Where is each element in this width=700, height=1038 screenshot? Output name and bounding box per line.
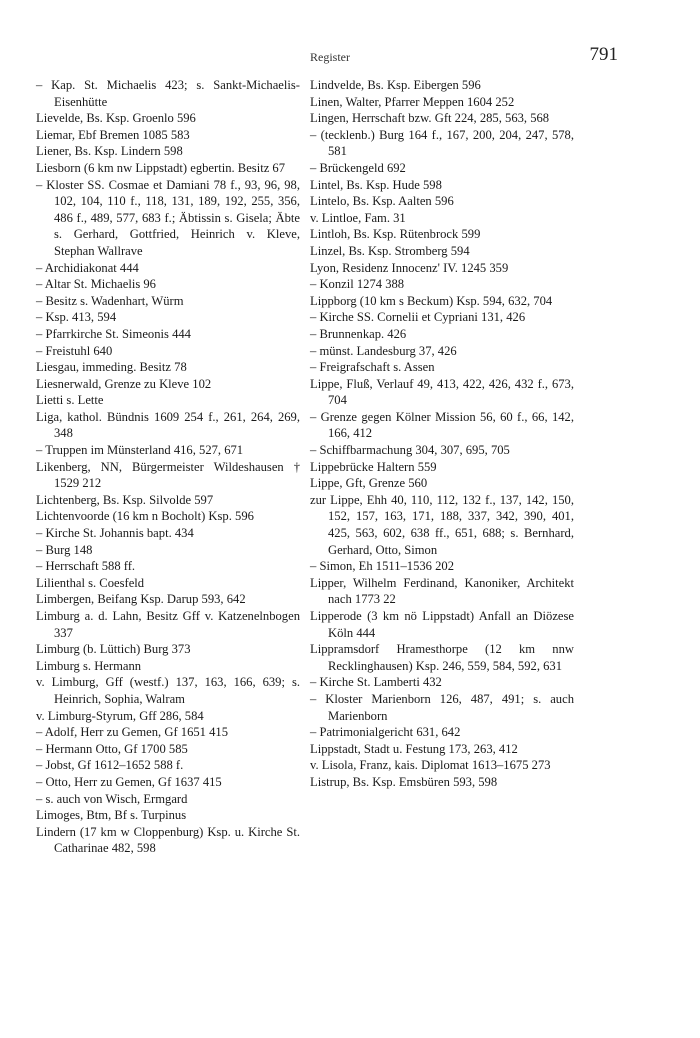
index-entry: Limburg (b. Lüttich) Burg 373 [36,642,191,657]
index-entry: – Freigrafschaft s. Assen [310,360,435,375]
index-entry: Lippe, Gft, Grenze 560 [310,476,428,491]
index-entry: Lintelo, Bs. Ksp. Aalten 596 [310,194,454,209]
index-entry: Lipperode (3 km nö Lippstadt) Anfall an Diözese Köln 444 [310,609,574,640]
index-entry: Liener, Bs. Ksp. Lindern 598 [36,144,183,159]
index-entry: – Grenze gegen Kölner Mission 56, 60 f., 66, 142, 166, 412 [310,409,574,441]
index-entry: Liga, kathol. Bündnis 1609 254 f., 261, 264, 269, 348 [36,409,300,441]
index-entry: Limoges, Btm, Bf s. Turpinus [36,808,187,823]
index-entry: Lipper, Wilhelm Ferdinand, Kanoniker, Architekt nach 1773 22 [310,575,574,607]
index-entry: – Otto, Herr zu Gemen, Gf 1637 415 [36,774,222,789]
running-title: Register [310,50,350,64]
index-entry: – Ksp. 413, 594 [36,310,117,325]
index-entry: Lindvelde, Bs. Ksp. Eibergen 596 [310,78,481,92]
index-entry: zur Lippe, Ehh 40, 110, 112, 132 f., 137, 142, 150, 152, 157, 163, 171, 188, 337, 342, 390, 401, 425, 563, 602, 638 ff., 651, 688; s. Bernhard, Gerhard, Otto, Simon [310,492,574,557]
index-entry: – Brückengeld 692 [310,160,406,175]
index-entry: – Kap. St. Michaelis 423; s. Sankt-Michaelis-Eisenhütte [36,78,300,109]
index-entry: – Konzil 1274 388 [310,277,405,292]
index-entry: Lietti s. Lette [36,393,104,408]
index-entry: – Kirche St. Lamberti 432 [310,675,442,690]
index-entry: v. Lisola, Franz, kais. Diplomat 1613–1675 273 [310,758,551,773]
index-entry: v. Limburg, Gff (westf.) 137, 163, 166, 639; s. Heinrich, Sophia, Walram [36,675,300,706]
index-entry: Liemar, Ebf Bremen 1085 583 [36,127,190,142]
index-entry: – Schiffbarmachung 304, 307, 695, 705 [310,443,510,458]
index-entry: Lintel, Bs. Ksp. Hude 598 [310,177,442,192]
index-entry: – Altar St. Michaelis 96 [36,277,156,292]
page-header [0,40,700,70]
index-entry: Lippebrücke Haltern 559 [310,459,437,474]
index-entry: Liesgau, immeding. Besitz 78 [36,360,187,375]
index-entry: – Kloster SS. Cosmae et Damiani 78 f., 93, 96, 98, 102, 104, 110 f., 118, 131, 189, 192, 255, 356, 486 f., 489, 577, 683 f.; Äbtissin s. Gisela; Äbte s. Gerhard, Gottfried, Heinrich v. Kleve, Stephan Wallrave [36,177,300,258]
index-entry: – Patrimonialgericht 631, 642 [310,725,461,740]
index-entry: – s. auch von Wisch, Ermgard [36,791,188,806]
index-entry: Lingen, Herrschaft bzw. Gft 224, 285, 563, 568 [310,111,550,126]
index-entry: Lindern (17 km w Cloppenburg) Ksp. u. Kirche St. Catharinae 482, 598 [36,824,300,856]
index-entry: Liesborn (6 km nw Lippstadt) egbertin. Besitz 67 [36,160,286,175]
index-entry: – Burg 148 [36,542,93,557]
index-entry: Limbergen, Beifang Ksp. Darup 593, 642 [36,592,246,607]
index-entry: Limburg s. Hermann [36,658,142,673]
index-entry: – Simon, Eh 1511–1536 202 [310,559,455,574]
index-entry: – Kloster Marienborn 126, 487, 491; s. auch Marienborn [310,691,574,723]
index-entry: – Freistuhl 640 [36,343,113,358]
index-column-right [310,77,574,791]
index-entry: Lintloh, Bs. Ksp. Rütenbrock 599 [310,227,481,242]
index-column-left [36,77,300,857]
index-entry: – Besitz s. Wadenhart, Würm [36,293,184,308]
index-entry: v. Limburg-Styrum, Gff 286, 584 [36,708,204,723]
index-entry: Limburg a. d. Lahn, Besitz Gff v. Katzenelnbogen 337 [36,609,300,640]
index-entry: – (tecklenb.) Burg 164 f., 167, 200, 204, 247, 578, 581 [310,127,574,159]
index-entry: – Brunnenkap. 426 [310,326,407,341]
index-entry: Lilienthal s. Coesfeld [36,575,145,590]
index-entry: – Hermann Otto, Gf 1700 585 [36,741,188,756]
index-entry: – Jobst, Gf 1612–1652 588 f. [36,758,184,773]
index-entry: – Kirche SS. Cornelii et Cypriani 131, 426 [310,310,526,325]
index-entry: – Kirche St. Johannis bapt. 434 [36,526,194,541]
page-number: 791 [589,44,618,65]
index-entry: Listrup, Bs. Ksp. Emsbüren 593, 598 [310,774,498,789]
index-entry: – Truppen im Münsterland 416, 527, 671 [36,443,244,458]
index-entry: Lievelde, Bs. Ksp. Groenlo 596 [36,111,196,126]
index-entry: Lippe, Fluß, Verlauf 49, 413, 422, 426, 432 f., 673, 704 [310,376,574,408]
index-entry: Lyon, Residenz Innocenz' IV. 1245 359 [310,260,509,275]
index-entry: – Herrschaft 588 ff. [36,559,136,574]
index-entry: Lippstadt, Stadt u. Festung 173, 263, 412 [310,741,518,756]
index-entry: Lippramsdorf Hramesthorpe (12 km nnw Recklinghausen) Ksp. 246, 559, 584, 592, 631 [310,642,574,673]
index-entry: Liesnerwald, Grenze zu Kleve 102 [36,376,212,391]
index-entry: Likenberg, NN, Bürgermeister Wildeshausen † 1529 212 [36,459,300,491]
index-entry: – Pfarrkirche St. Simeonis 444 [36,326,191,341]
index-entry: Linen, Walter, Pfarrer Meppen 1604 252 [310,94,515,109]
index-entry: – Adolf, Herr zu Gemen, Gf 1651 415 [36,725,229,740]
index-entry: Lichtenvoorde (16 km n Bocholt) Ksp. 596 [36,509,254,524]
index-entry: – Archidiakonat 444 [36,260,139,275]
index-entry: v. Lintloe, Fam. 31 [310,210,406,225]
index-entry: Linzel, Bs. Ksp. Stromberg 594 [310,243,470,258]
index-entry: Lichtenberg, Bs. Ksp. Silvolde 597 [36,492,214,507]
index-entry: Lippborg (10 km s Beckum) Ksp. 594, 632, 704 [310,293,553,308]
index-entry: – münst. Landesburg 37, 426 [310,343,457,358]
